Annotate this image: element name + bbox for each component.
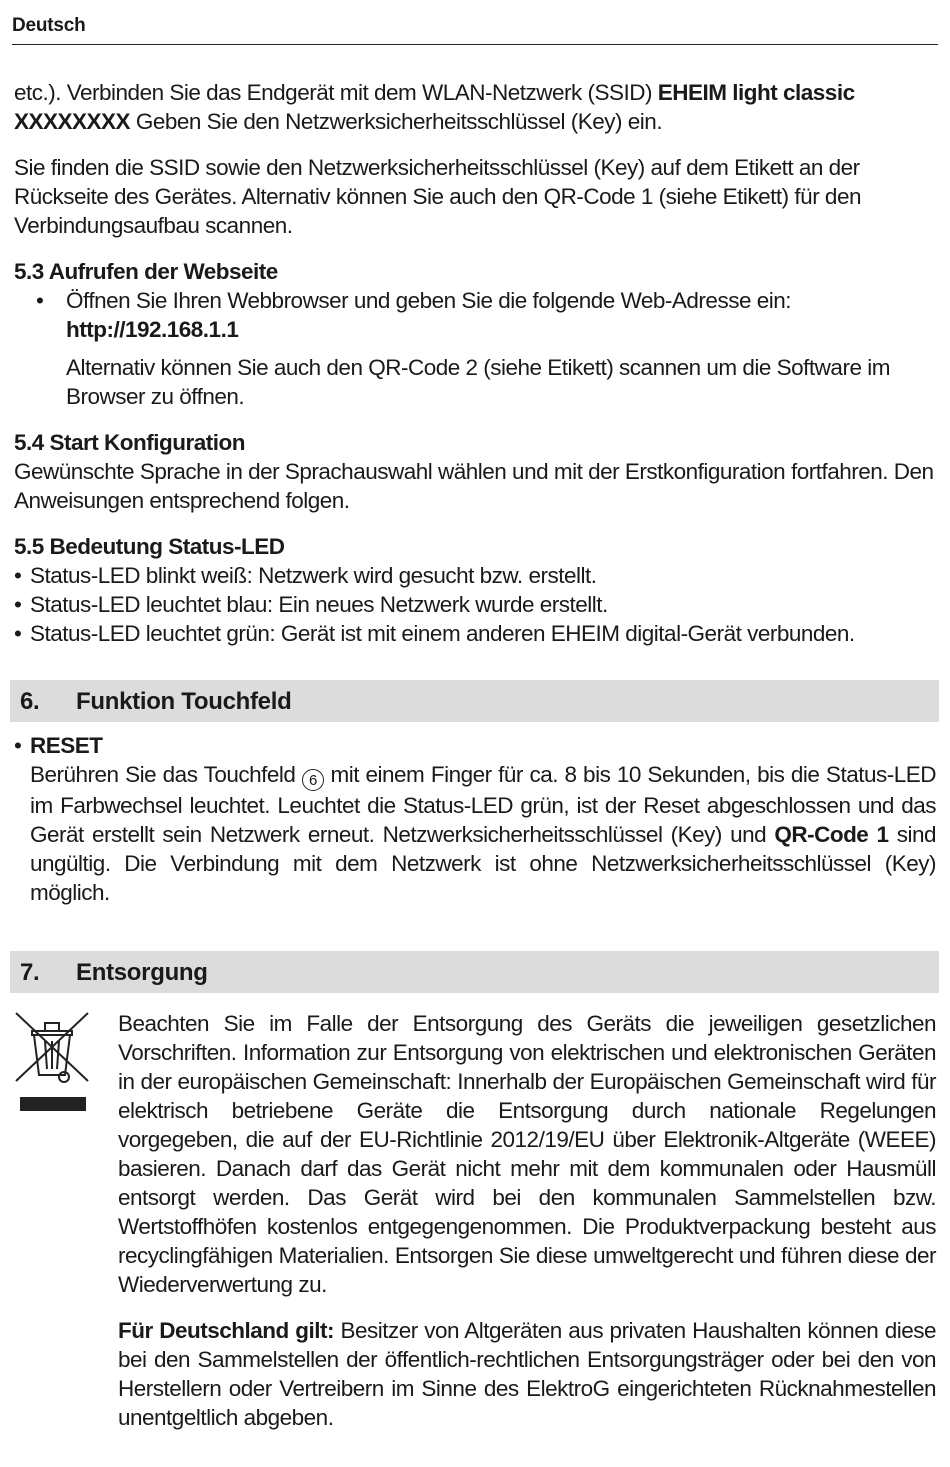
- section-5-3-note: Alternativ können Sie auch den QR-Code 2 (siehe Etikett) scannen um die Software im Browser zu öffnen.: [66, 355, 890, 409]
- germany-note: Für Deutschland gilt: Besitzer von Altgeräten aus privaten Haushalten können diese bei den Sammelstellen der öffentlich-rechtlichen Entsorgungsträger oder bei den von Herstellern oder Vertreibern im Sinne des ElektroG eingerichteten Rücknahmestellen unentgeltlich abgeben.: [118, 1318, 936, 1430]
- section-6-title: Funktion Touchfeld: [76, 687, 292, 715]
- reset-description: Berühren Sie das Touchfeld 6 mit einem Finger für ca. 8 bis 10 Sekunden, bis die Status-LED im Farbwechsel leuchtet. Leuchtet die Status-LED grün, ist der Reset abgeschlossen und das Gerät erstellt sein Netzwerk erneut. Netzwerksicherheitsschlüssel (Key) und QR-Code 1 sind ungültig. Die Verbindung mit dem Netzwerk ist ohne Netzwerksicherheitsschlüssel (Key) möglich.: [30, 762, 936, 905]
- reset-label: RESET: [30, 733, 103, 758]
- intro-paragraph-2: Sie finden die SSID sowie den Netzwerksicherheitsschlüssel (Key) auf dem Etikett an der Rückseite des Gerätes. Alternativ können Sie auch den QR-Code 1 (siehe Etikett) für den Verbindungsaufbau scannen.: [14, 155, 861, 238]
- ssid-name: EHEIM light classic XXXXXXXX: [14, 80, 855, 134]
- section-7-title: Entsorgung: [76, 958, 208, 986]
- reset-block: [14, 731, 936, 907]
- page-header: [12, 14, 938, 45]
- language-label: Deutsch: [12, 15, 86, 36]
- bullet-icon: •: [14, 592, 22, 617]
- led-item: • Status-LED leuchtet grün: Gerät ist mit einem anderen EHEIM digital-Gerät verbunden.: [14, 621, 855, 646]
- led-item: • Status-LED leuchtet blau: Ein neues Netzwerk wurde erstellt.: [14, 592, 608, 617]
- intro-paragraph-1: etc.). Verbinden Sie das Endgerät mit dem WLAN-Netzwerk (SSID) EHEIM light classic XXXXXXXX Geben Sie den Netzwerksicherheitsschlüssel (Key) ein.: [14, 80, 855, 134]
- disposal-block: [14, 1009, 936, 1432]
- bullet-icon: •: [14, 621, 22, 646]
- section-5-4-text: Gewünschte Sprache in der Sprachauswahl wählen und mit der Erstkonfiguration fortfahren. Den Anweisungen entsprechend folgen.: [14, 459, 934, 513]
- led-item: • Status-LED blinkt weiß: Netzwerk wird gesucht bzw. erstellt.: [14, 563, 597, 588]
- bullet-icon: •: [36, 288, 44, 313]
- qr-code-ref: QR-Code 1: [774, 822, 889, 847]
- section-6-number: 6.: [20, 687, 40, 715]
- touchfield-reference-icon: 6: [302, 769, 324, 791]
- section-5-3-bullet: • Öffnen Sie Ihren Webbrowser und geben Sie die folgende Web-Adresse ein: http://192.168.1.1: [36, 288, 791, 342]
- section-5-4-title: 5.4 Start Konfiguration: [14, 430, 246, 455]
- bullet-icon: •: [14, 733, 22, 758]
- section-5-5-title: 5.5 Bedeutung Status-LED: [14, 534, 285, 559]
- disposal-text: Beachten Sie im Falle der Entsorgung des Geräts die jeweiligen gesetzlichen Vorschriften. Information zur Entsorgung von elektrischen und elektronischen Geräten in der europäischen Gemeinschaft: Innerhalb der Europäischen Gemeinschaft wird für elektrisch betriebene Geräte die Entsorgung durch nationale Regelungen vorgegeben, die auf der EU-Richtlinie 2012/19/EU über Elektronik-Altgeräte (WEEE) basieren. Danach darf das Gerät nicht mehr mit dem kommunalen oder Hausmüll entsorgt werden. Das Gerät wird bei den kommunalen Sammelstellen bzw. Wertstoffhöfen kostenlos entgegengenommen. Die Produktverpackung besteht aus recyclingfähigen Materialien. Entsorgen Sie diese umweltgerecht und führen diese der Wiederverwertung zu.: [118, 1011, 936, 1297]
- section-7-number: 7.: [20, 958, 40, 986]
- section-6-header: [10, 680, 939, 722]
- crossed-out-wheelie-bin-icon: [14, 1009, 92, 1119]
- page-content: [14, 78, 936, 1432]
- section-5-3-title: 5.3 Aufrufen der Webseite: [14, 259, 278, 284]
- section-7-header: [10, 951, 939, 993]
- web-address: http://192.168.1.1: [66, 317, 239, 342]
- bullet-icon: •: [14, 563, 22, 588]
